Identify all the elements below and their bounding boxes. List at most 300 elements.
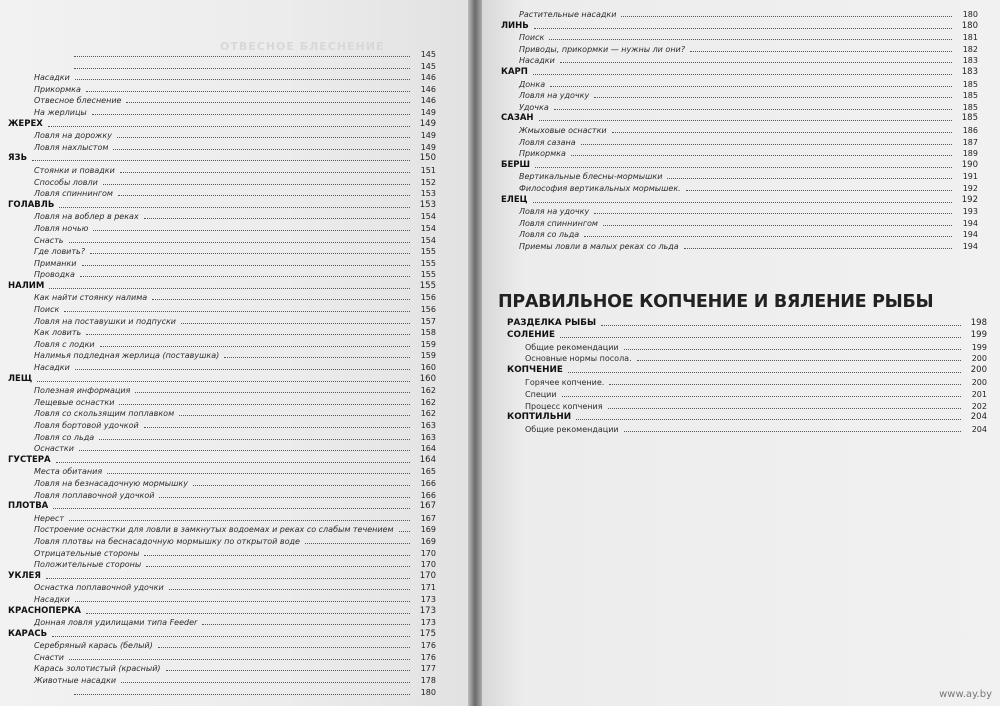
toc-entry-title: Ловля сазана xyxy=(519,137,576,147)
toc-entry xyxy=(8,652,436,664)
dot-leader xyxy=(549,38,952,40)
toc-entry xyxy=(8,49,436,61)
toc-entry xyxy=(8,594,436,606)
toc-page-number: 154 xyxy=(420,212,436,222)
toc-entry xyxy=(8,327,436,339)
toc-entry xyxy=(501,113,978,125)
toc-entry xyxy=(8,640,436,652)
toc-chapter-title: КАРАСЬ xyxy=(8,628,48,639)
toc-page-number: 185 xyxy=(962,102,978,112)
toc-page-number: 145 xyxy=(420,50,436,59)
toc-entry-title: Донка xyxy=(519,79,546,89)
dot-leader xyxy=(53,507,410,509)
toc-entry xyxy=(8,687,436,699)
toc-entry xyxy=(8,548,436,560)
toc-page-number: 156 xyxy=(420,293,436,303)
dot-leader xyxy=(562,395,961,397)
toc-chapter-title: ГОЛАВЛЬ xyxy=(8,199,55,210)
dot-leader xyxy=(686,189,952,191)
toc-entry-title: Нерест xyxy=(34,513,64,523)
toc-entry xyxy=(501,389,987,401)
toc-entry-title: Философия вертикальных мормышек. xyxy=(519,183,681,193)
toc-chapter-title: ЛЕЩ xyxy=(8,373,33,384)
toc-entry-title: Поиск xyxy=(34,305,60,315)
toc-entry-title: Вертикальные блесны-мормышки xyxy=(519,172,663,182)
toc-entry-title: Ловля со льда xyxy=(34,432,95,442)
dot-leader xyxy=(86,612,410,614)
toc-entry-title: Основные нормы посола. xyxy=(525,354,632,364)
toc-page-number: 164 xyxy=(419,454,436,465)
dot-leader xyxy=(126,101,410,103)
toc-page-number: 155 xyxy=(420,258,436,268)
toc-entry-title: Снасть xyxy=(34,235,64,245)
toc-page-number: 180 xyxy=(420,687,436,697)
toc-entry-title: Насадки xyxy=(34,363,70,373)
toc-chapter-title: НАЛИМ xyxy=(8,280,45,291)
toc-entry-title: Положительные стороны xyxy=(34,560,142,570)
toc-entry-title: Построение оснастки для ловли в замкнутых водоемах и реках со слабым течением xyxy=(34,525,394,535)
toc-page-number: 167 xyxy=(420,513,436,523)
toc-page-number: 187 xyxy=(962,137,978,147)
dot-leader xyxy=(594,96,952,98)
toc-chapter-title: УКЛЕЯ xyxy=(8,570,41,581)
toc-page-number: 185 xyxy=(961,113,978,124)
toc-entry-title: Как найти стоянку налима xyxy=(34,293,148,303)
dot-leader xyxy=(399,530,410,532)
toc-entry xyxy=(8,663,436,675)
toc-page-number: 154 xyxy=(420,223,436,233)
toc-page-number: 152 xyxy=(420,177,436,187)
dot-leader xyxy=(80,275,410,277)
dot-leader xyxy=(118,194,410,196)
dot-leader xyxy=(571,154,952,156)
dot-leader xyxy=(144,217,410,219)
toc-entry xyxy=(501,148,978,160)
dot-leader xyxy=(554,108,952,110)
toc-page-number: 181 xyxy=(962,33,978,43)
toc-entry-title: Ловля спиннингом xyxy=(34,189,113,199)
toc-page-number: 166 xyxy=(420,478,436,488)
toc-entry xyxy=(8,72,436,84)
toc-chapter-title: БЕРШ xyxy=(501,159,531,170)
toc-entry-title: Отвесное блеснение xyxy=(34,96,122,106)
dot-leader xyxy=(75,78,410,80)
toc-page-number: 173 xyxy=(420,594,436,604)
toc-entry xyxy=(8,408,436,420)
toc-page-number: 170 xyxy=(420,548,436,558)
toc-entry xyxy=(8,177,436,189)
toc-page-number: 149 xyxy=(419,118,436,129)
dot-leader xyxy=(550,85,952,87)
toc-page-number: 149 xyxy=(420,142,436,152)
toc-entry-title: Донная ловля удилищами типа Feeder xyxy=(34,618,198,628)
toc-page-number: 146 xyxy=(420,73,436,83)
toc-page-number: 159 xyxy=(420,351,436,361)
toc-page-number: 192 xyxy=(962,183,978,193)
toc-entry xyxy=(8,536,436,548)
toc-entry xyxy=(501,183,978,195)
toc-entry xyxy=(501,102,978,114)
dot-leader xyxy=(52,635,410,637)
toc-page-number: 190 xyxy=(961,159,978,170)
toc-entry-title: Ловля плотвы на беснасадочную мормышку по открытой воде xyxy=(34,536,300,546)
dot-leader xyxy=(99,438,410,440)
toc-entry-title: Жмыховые оснастки xyxy=(519,125,607,135)
toc-entry-title: Приводы, прикормки — нужны ли они? xyxy=(519,44,685,54)
toc-entry xyxy=(501,171,978,183)
toc-entry-title: Общие рекомендации xyxy=(525,425,619,435)
dot-leader xyxy=(152,298,410,300)
toc-entry xyxy=(8,200,436,212)
toc-page-number: 163 xyxy=(420,421,436,430)
toc-entry-title: Горячее копчение. xyxy=(525,377,605,387)
dot-leader xyxy=(637,359,961,361)
toc-entry-title: На жерлицы xyxy=(34,107,87,117)
toc-entry-title: Ловля на удочку xyxy=(519,91,590,101)
dot-leader xyxy=(119,403,410,405)
toc-page-number: 200 xyxy=(970,365,987,376)
toc-entry xyxy=(8,362,436,374)
toc-entry-title: Налимья подледная жерлица (поставушка) xyxy=(34,351,220,361)
toc-page-number: 158 xyxy=(420,328,436,338)
toc-page-number: 149 xyxy=(420,131,436,141)
toc-page-number: 155 xyxy=(420,247,436,257)
dot-leader xyxy=(37,380,410,382)
toc-page-number: 180 xyxy=(961,20,978,31)
toc-entry xyxy=(8,513,436,525)
toc-entry xyxy=(8,350,436,362)
dot-leader xyxy=(56,461,410,463)
toc-page-number: 204 xyxy=(971,425,987,435)
toc-entry xyxy=(8,490,436,502)
dot-leader xyxy=(113,148,410,150)
toc-entry xyxy=(501,318,987,330)
toc-page-number: 145 xyxy=(420,61,436,71)
right-contents-list xyxy=(501,9,978,252)
toc-entry-title: Насадки xyxy=(34,594,70,604)
left-contents-list xyxy=(8,49,436,698)
dot-leader xyxy=(46,577,410,579)
toc-page-number: 186 xyxy=(962,125,978,135)
toc-entry-title: Оснастка поплавочной удочки xyxy=(34,583,164,593)
toc-entry xyxy=(501,44,978,56)
toc-entry xyxy=(501,342,987,354)
dot-leader xyxy=(624,348,961,350)
toc-entry xyxy=(501,9,978,21)
toc-entry-title: Где ловить? xyxy=(34,247,85,257)
toc-chapter-title: СОЛЕНИЕ xyxy=(507,329,555,340)
dot-leader xyxy=(69,241,411,243)
toc-entry-title: Ловля нахлыстом xyxy=(34,142,109,152)
toc-entry xyxy=(8,675,436,687)
toc-page-number: 157 xyxy=(420,316,436,326)
dot-leader xyxy=(594,212,952,214)
dot-leader xyxy=(560,61,952,63)
toc-page-number: 176 xyxy=(420,652,436,662)
toc-page-number: 155 xyxy=(419,280,436,291)
toc-entry xyxy=(8,559,436,571)
section-title: ПРАВИЛЬНОЕ КОПЧЕНИЕ И ВЯЛЕНИЕ РЫБЫ xyxy=(498,292,934,312)
toc-entry xyxy=(501,79,978,91)
dot-leader xyxy=(117,136,410,138)
toc-entry xyxy=(8,524,436,536)
dot-leader xyxy=(86,333,410,335)
toc-entry xyxy=(501,229,978,241)
toc-page-number: 202 xyxy=(971,401,987,411)
toc-page-number: 193 xyxy=(962,207,978,217)
toc-page-number: 183 xyxy=(962,56,978,66)
toc-entry-title: Ловля на воблер в реках xyxy=(34,212,139,222)
dot-leader xyxy=(158,646,410,648)
toc-entry xyxy=(8,269,436,281)
toc-page-number: 185 xyxy=(962,91,978,101)
toc-entry xyxy=(501,218,978,230)
toc-page-number: 165 xyxy=(420,467,436,477)
toc-entry xyxy=(8,165,436,177)
dot-leader xyxy=(608,407,961,409)
toc-page-number: 176 xyxy=(420,641,436,651)
toc-entry-title: Растительные насадки xyxy=(519,10,617,19)
toc-entry xyxy=(8,235,436,247)
dot-leader xyxy=(92,113,410,115)
dot-leader xyxy=(74,67,410,69)
toc-entry-title: Приманки xyxy=(34,258,77,268)
dot-leader xyxy=(103,183,410,185)
toc-page-number: 199 xyxy=(970,329,987,340)
toc-entry xyxy=(501,206,978,218)
toc-page-number: 153 xyxy=(420,189,436,199)
toc-page-number: 194 xyxy=(962,230,978,240)
toc-page-number: 170 xyxy=(420,560,436,570)
dot-leader xyxy=(612,131,952,133)
dot-leader xyxy=(193,484,410,486)
toc-entry xyxy=(501,90,978,102)
dot-leader xyxy=(535,166,952,168)
dot-leader xyxy=(603,224,952,226)
toc-entry-title: Удочка xyxy=(519,102,549,112)
toc-entry-title: Ловля на удочку xyxy=(519,207,590,217)
toc-entry-title: Ловля поплавочной удочкой xyxy=(34,490,155,500)
toc-page-number: 199 xyxy=(971,342,987,352)
dot-leader xyxy=(121,681,410,683)
toc-entry xyxy=(8,571,436,583)
toc-page-number: 177 xyxy=(420,664,436,674)
toc-page-number: 171 xyxy=(420,583,436,593)
dot-leader xyxy=(534,27,952,29)
toc-entry-title: Ловля на безнасадочную мормышку xyxy=(34,478,188,488)
toc-entry xyxy=(8,420,436,432)
toc-page-number: 156 xyxy=(420,305,436,315)
toc-entry xyxy=(8,374,436,386)
toc-entry xyxy=(501,401,987,413)
toc-entry-title: Серебряный карась (белый) xyxy=(34,641,153,651)
toc-entry xyxy=(8,432,436,444)
toc-entry xyxy=(8,107,436,119)
toc-entry xyxy=(501,67,978,79)
toc-page-number: 185 xyxy=(962,79,978,89)
toc-entry-title: Прикормка xyxy=(519,149,566,159)
toc-entry xyxy=(8,258,436,270)
toc-chapter-title: ЛИНЬ xyxy=(501,20,529,31)
toc-entry xyxy=(501,377,987,389)
toc-entry xyxy=(8,316,436,328)
toc-entry xyxy=(8,629,436,641)
dot-leader xyxy=(74,693,410,695)
toc-page-number: 189 xyxy=(962,149,978,159)
toc-entry-title: Поиск xyxy=(519,33,545,43)
toc-chapter-title: РАЗДЕЛКА РЫБЫ xyxy=(507,318,597,328)
watermark: www.ay.by xyxy=(939,689,992,700)
dot-leader xyxy=(584,235,952,237)
toc-entry xyxy=(501,125,978,137)
dot-leader xyxy=(181,322,410,324)
dot-leader xyxy=(560,336,961,338)
toc-entry xyxy=(8,119,436,131)
toc-page-number: 159 xyxy=(420,339,436,349)
dot-leader xyxy=(601,324,961,326)
toc-entry-title: Насадки xyxy=(34,73,70,83)
dot-leader xyxy=(539,119,952,121)
toc-entry-title: Ловля на поставушки и подпуски xyxy=(34,316,176,326)
toc-entry xyxy=(8,153,436,165)
dot-leader xyxy=(100,345,410,347)
dot-leader xyxy=(179,414,410,416)
toc-entry xyxy=(501,21,978,33)
toc-page-number: 162 xyxy=(420,386,436,396)
toc-entry xyxy=(8,292,436,304)
dot-leader xyxy=(144,426,410,428)
toc-entry xyxy=(8,188,436,200)
toc-entry-title: Процесс копчения xyxy=(525,401,603,411)
toc-entry-title: Общие рекомендации xyxy=(525,342,619,352)
toc-entry-title: Животные насадки xyxy=(34,676,117,686)
dot-leader xyxy=(533,201,952,203)
toc-page-number: 154 xyxy=(420,235,436,245)
toc-entry xyxy=(501,424,987,436)
dot-leader xyxy=(202,623,410,625)
toc-page-number: 194 xyxy=(962,218,978,228)
ghost-heading: ОТВЕСНОЕ БЛЕСНЕНИЕ xyxy=(220,40,385,53)
toc-entry-title: Ловля бортовой удочкой xyxy=(34,421,139,430)
toc-entry-title: Снасти xyxy=(34,652,64,662)
toc-entry xyxy=(501,241,978,253)
dot-leader xyxy=(159,496,410,498)
toc-page-number: 191 xyxy=(962,172,978,182)
toc-chapter-title: КОПТИЛЬНИ xyxy=(507,412,572,423)
toc-entry xyxy=(8,582,436,594)
toc-entry xyxy=(8,246,436,258)
toc-page-number: 153 xyxy=(419,199,436,210)
toc-entry-title: Ловля со льда xyxy=(519,230,580,240)
toc-entry xyxy=(8,339,436,351)
toc-entry xyxy=(8,281,436,293)
dot-leader xyxy=(533,73,952,75)
dot-leader xyxy=(166,669,410,671)
dot-leader xyxy=(59,206,410,208)
dot-leader xyxy=(609,383,961,385)
toc-entry-title: Насадки xyxy=(519,56,555,66)
toc-page-number: 204 xyxy=(970,412,987,423)
toc-page-number: 155 xyxy=(420,270,436,280)
smoking-contents-list xyxy=(501,318,987,436)
toc-page-number: 160 xyxy=(419,373,436,384)
dot-leader xyxy=(120,171,410,173)
dot-leader xyxy=(90,252,410,254)
toc-entry-title: Приемы ловли в малых реках со льда xyxy=(519,241,679,251)
dot-leader xyxy=(82,264,411,266)
toc-page-number: 194 xyxy=(962,241,978,251)
toc-entry xyxy=(8,142,436,154)
toc-entry xyxy=(8,61,436,73)
toc-page-number: 173 xyxy=(420,618,436,628)
dot-leader xyxy=(107,472,410,474)
dot-leader xyxy=(576,418,961,420)
toc-page-number: 162 xyxy=(420,409,436,419)
dot-leader xyxy=(690,50,952,52)
toc-entry-title: Ловля ночью xyxy=(34,223,89,233)
toc-entry xyxy=(501,55,978,67)
toc-chapter-title: САЗАН xyxy=(501,113,534,124)
dot-leader xyxy=(93,229,410,231)
toc-page-number: 151 xyxy=(420,165,436,175)
dot-leader xyxy=(581,143,952,145)
toc-page-number: 150 xyxy=(419,153,436,164)
toc-entry-title: Специи xyxy=(525,389,557,399)
toc-entry xyxy=(8,95,436,107)
toc-entry-title: Полезная информация xyxy=(34,386,131,396)
toc-page-number: 183 xyxy=(961,66,978,77)
toc-entry-title: Ловля спиннингом xyxy=(519,218,598,228)
toc-chapter-title: ЯЗЬ xyxy=(8,153,28,164)
toc-entry-title: Как ловить xyxy=(34,328,82,338)
toc-chapter-title: КРАСНОПЕРКА xyxy=(8,605,82,616)
dot-leader xyxy=(48,125,410,127)
dot-leader xyxy=(568,371,961,373)
toc-page-number: 200 xyxy=(971,377,987,387)
dot-leader xyxy=(224,356,410,358)
toc-entry xyxy=(8,385,436,397)
toc-entry xyxy=(501,330,987,342)
toc-entry xyxy=(8,130,436,142)
dot-leader xyxy=(86,90,410,92)
toc-page-number: 175 xyxy=(419,628,436,639)
toc-page-number: 173 xyxy=(419,605,436,616)
toc-page-number: 198 xyxy=(970,318,987,328)
toc-entry xyxy=(501,353,987,365)
toc-page-number: 170 xyxy=(419,570,436,581)
toc-page-number: 192 xyxy=(961,194,978,205)
toc-entry xyxy=(8,304,436,316)
toc-chapter-title: ГУСТЕРА xyxy=(8,454,51,465)
toc-entry-title: Места обитания xyxy=(34,467,103,477)
toc-entry-title: Способы ловли xyxy=(34,177,98,187)
dot-leader xyxy=(69,519,410,521)
toc-entry xyxy=(8,501,436,513)
toc-entry xyxy=(8,466,436,478)
toc-chapter-title: ЕЛЕЦ xyxy=(501,194,528,205)
dot-leader xyxy=(64,310,410,312)
toc-chapter-title: ЖЕРЕХ xyxy=(8,118,43,129)
dot-leader xyxy=(169,588,410,590)
dot-leader xyxy=(69,658,410,660)
toc-entry xyxy=(8,478,436,490)
toc-entry-title: Карась золотистый (красный) xyxy=(34,664,161,674)
toc-entry-title: Стоянки и повадки xyxy=(34,165,115,175)
toc-page-number: 180 xyxy=(962,10,978,19)
toc-entry xyxy=(501,365,987,377)
toc-page-number: 160 xyxy=(420,363,436,373)
toc-page-number: 167 xyxy=(419,501,436,512)
